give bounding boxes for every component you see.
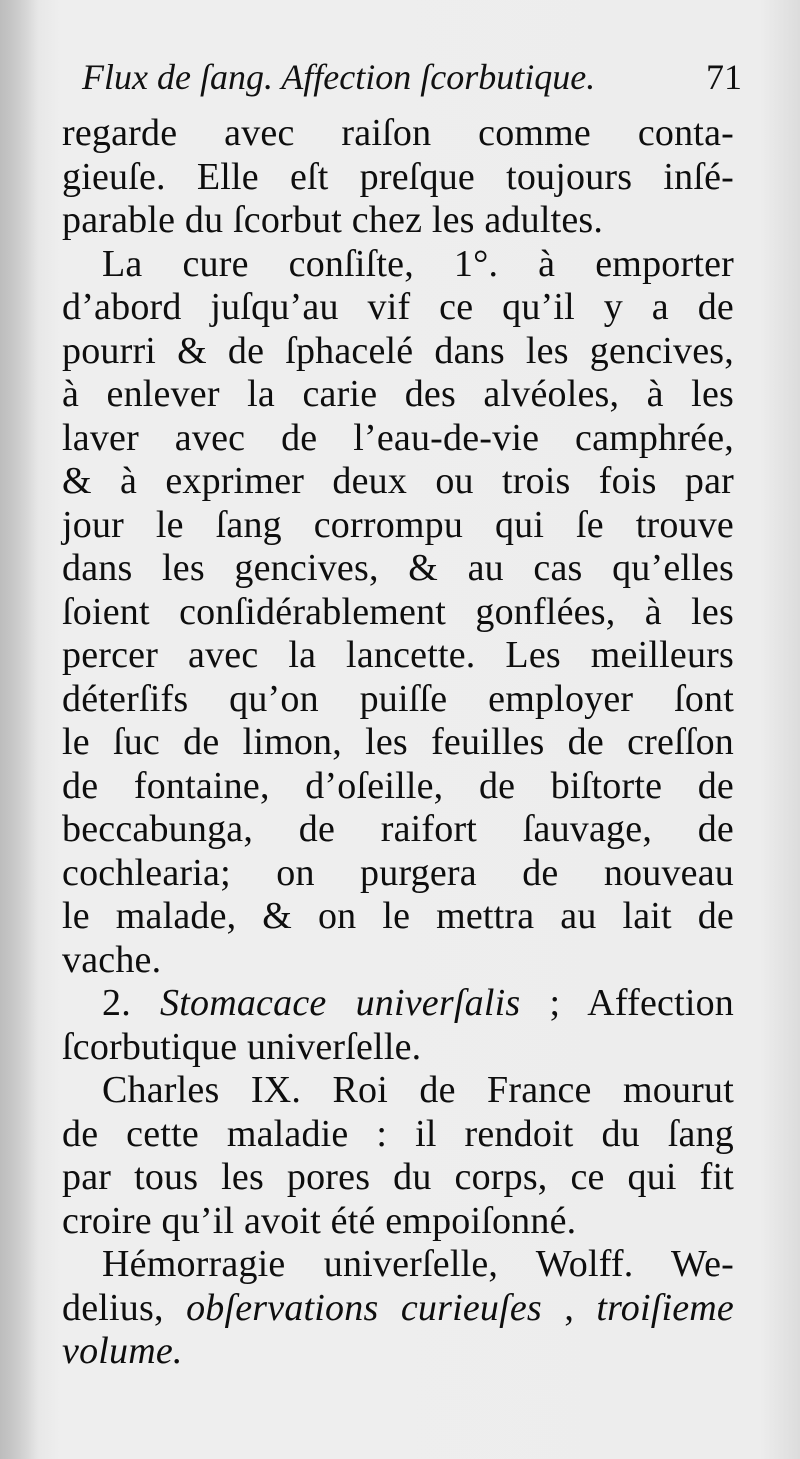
running-head: Flux de ſang. Affection ſcorbutique.: [82, 57, 596, 97]
citation-volume: volume.: [62, 1330, 183, 1372]
text-line: & à exprimer deux ou trois fois par: [62, 460, 734, 502]
text-line: croire qu’il avoit été empoiſonné.: [62, 1199, 577, 1242]
text-line: le malade, & on le mettra au lait de: [62, 895, 734, 937]
item-2-latin-name: Stomacace univerſalis: [160, 982, 521, 1024]
text-line: gieuſe. Elle eſt preſque toujours inſé-: [62, 155, 734, 198]
citation-author: delius,: [62, 1286, 164, 1329]
citation-separator: ,: [564, 1286, 575, 1329]
text-line: regarde avec raiſon comme conta-: [62, 112, 734, 154]
text-line: de fontaine, d’oſeille, de biſtorte de: [62, 764, 734, 807]
citation-title: obſervations curieuſes: [186, 1286, 542, 1329]
text-line: par tous les pores du corps, ce qui fit: [62, 1156, 734, 1198]
item-2-line: [62, 982, 734, 1026]
text-line: de cette maladie : il rendoit du ſang: [62, 1112, 734, 1155]
text-line: à enlever la carie des alvéoles, à les: [62, 373, 734, 415]
citation-volume-ordinal: troiſieme: [596, 1286, 734, 1329]
page-number: 71: [706, 57, 742, 97]
text-line: le ſuc de limon, les feuilles de creſſon: [62, 721, 734, 763]
text-line: pourri & de ſphacelé dans les gencives,: [62, 329, 734, 372]
text-line: La cure conſiſte, 1°. à emporter: [102, 242, 734, 285]
text-line: parable du ſcorbut chez les adultes.: [62, 199, 604, 241]
text-line: cochlearia; on purgera de nouveau: [62, 851, 734, 894]
text-line: d’abord juſqu’au vif ce qu’il y a de: [62, 286, 734, 328]
item-2-french-name: Affection: [587, 982, 734, 1024]
text-line: beccabunga, de raifort ſauvage, de: [62, 808, 734, 850]
text-line: dans les gencives, & au cas qu’elles: [62, 547, 734, 589]
text-line: déterſifs qu’on puiſſe employer ſont: [62, 677, 734, 720]
body-text: [62, 112, 734, 1374]
text-line: percer avec la lancette. Les meilleurs: [62, 634, 734, 676]
text-line: Hémorragie univerſelle, Wolff. We-: [102, 1243, 734, 1285]
item-2-line-continued: ſcorbutique univerſelle.: [62, 1025, 422, 1068]
gutter-shadow: [0, 0, 38, 1459]
text-line: laver avec de l’eau-de-vie camphrée,: [62, 416, 734, 459]
text-line: jour le ſang corrompu qui ſe trouve: [62, 503, 734, 546]
item-2-number: 2.: [102, 982, 131, 1024]
item-2-separator: ;: [549, 982, 561, 1024]
text-line: ſoient conſidérablement gonflées, à les: [62, 590, 734, 633]
text-line: Charles IX. Roi de France mourut: [102, 1069, 734, 1111]
page-header: [82, 50, 742, 110]
citation-line: [62, 1287, 734, 1331]
text-line: vache.: [62, 938, 162, 981]
